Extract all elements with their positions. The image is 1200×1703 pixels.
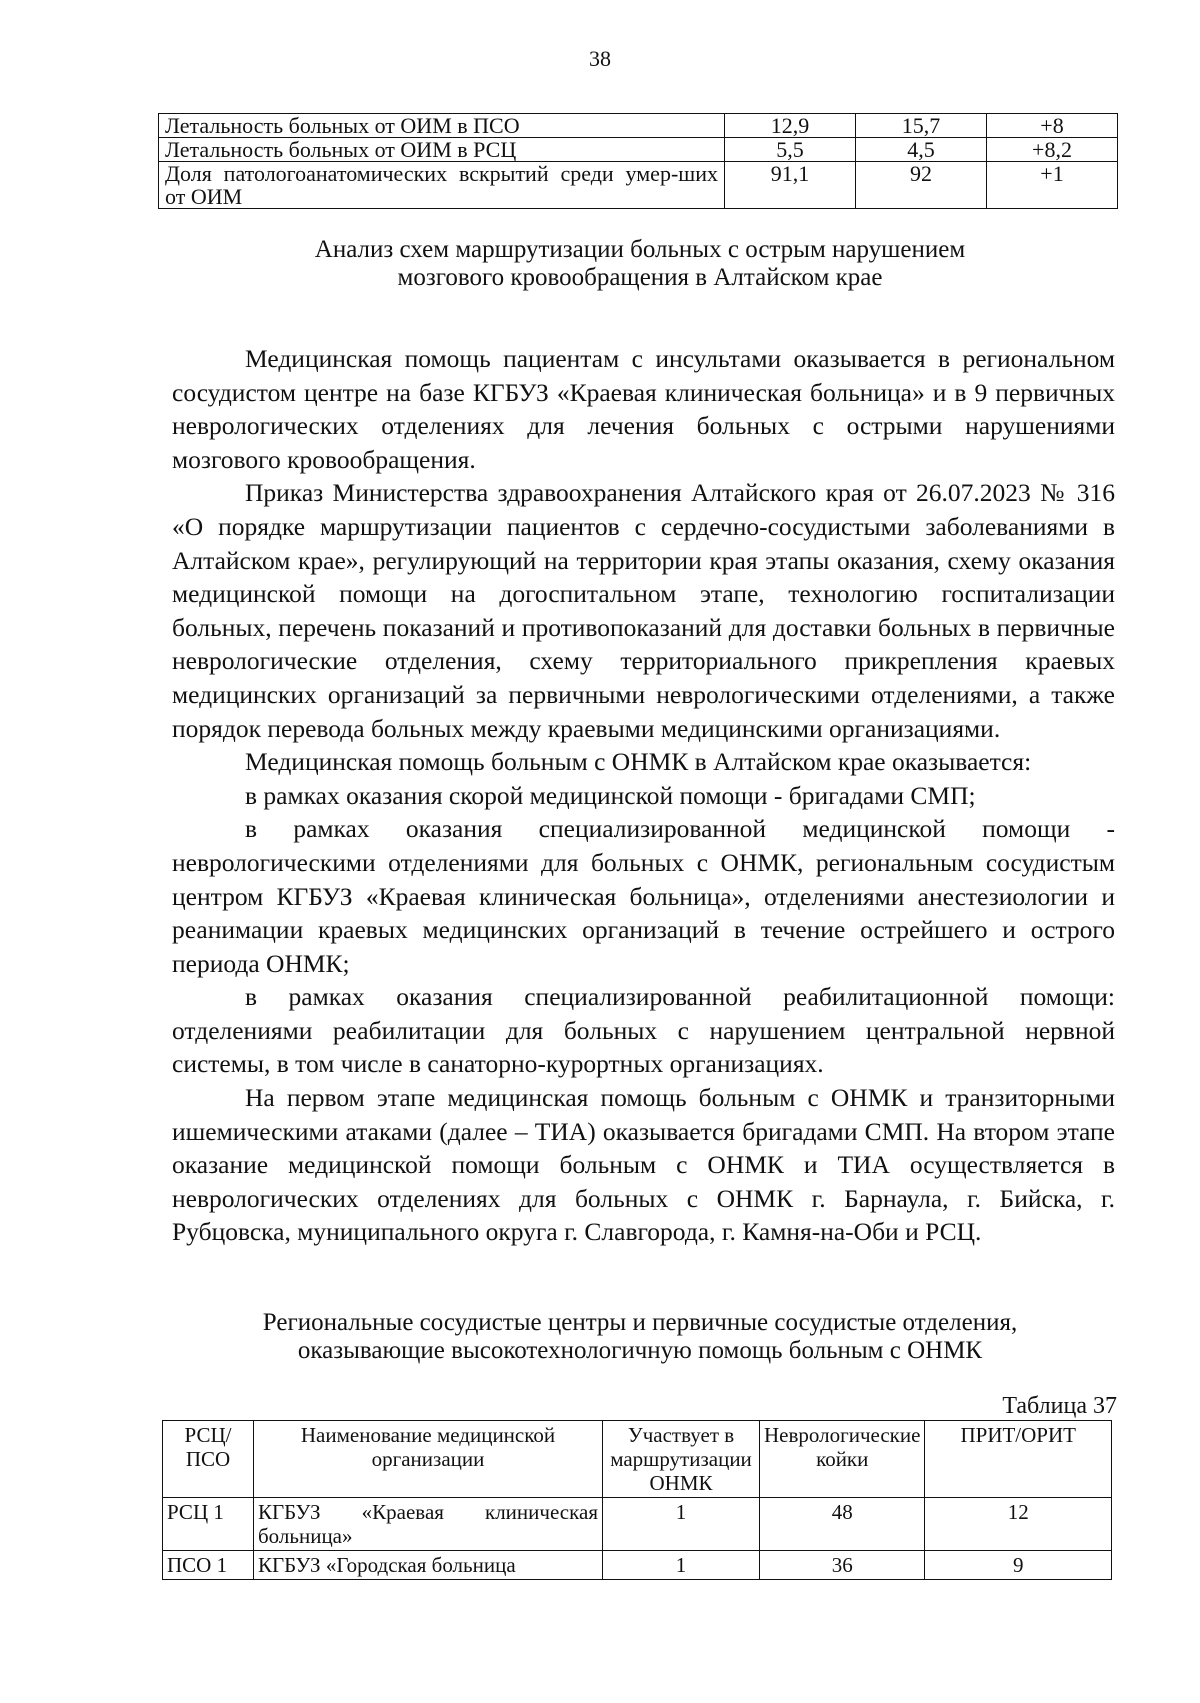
cell-name-text: КГБУЗ «Краевая клиническая больница» (258, 1500, 598, 1548)
row-label: Доля патологоанатомических вскрытий среди умер-ших от ОИМ (159, 162, 725, 209)
cell-beds: 36 (760, 1551, 925, 1580)
cell-name (254, 1498, 603, 1551)
column-header: Участвует в маршрутизации ОНМК (603, 1421, 760, 1498)
paragraph: Медицинская помощь больным с ОНМК в Алтайском крае оказывается: (245, 747, 1032, 777)
value-2: 15,7 (856, 114, 987, 138)
table-header-row (163, 1421, 1112, 1498)
table-row (159, 138, 1118, 162)
table-row (163, 1551, 1112, 1580)
heading-line: оказывающие высокотехнологичную помощь больным с ОНМК (297, 1337, 983, 1364)
cell-beds: 48 (760, 1498, 925, 1551)
table-row (163, 1498, 1112, 1551)
body-text (172, 342, 1115, 1249)
heading-line: Анализ схем маршрутизации больных с острым нарушением (314, 236, 966, 263)
section-heading (160, 1309, 1120, 1365)
vascular-centers-table (162, 1420, 1112, 1580)
value-1: 91,1 (725, 162, 856, 209)
cell-code: ПСО 1 (163, 1551, 254, 1580)
value-1: 5,5 (725, 138, 856, 162)
heading-line: Региональные сосудистые центры и первичные сосудистые отделения, (262, 1309, 1018, 1336)
cell-name (254, 1551, 603, 1580)
value-3: +1 (987, 162, 1118, 209)
stemi-mortality-table (158, 113, 1118, 209)
row-label: Летальность больных от ОИМ в РСЦ (159, 138, 725, 162)
page-number: 38 (589, 46, 611, 71)
column-header: Наименование медицинской организации (254, 1421, 603, 1498)
cell-route: 1 (603, 1551, 760, 1580)
value-2: 92 (856, 162, 987, 209)
table-row (159, 114, 1118, 138)
value-3: +8 (987, 114, 1118, 138)
heading-line: мозгового кровообращения в Алтайском крае (397, 264, 883, 291)
cell-icu: 12 (925, 1498, 1112, 1551)
section-heading (160, 236, 1120, 292)
paragraph: в рамках оказания скорой медицинской помощи - бригадами СМП; (245, 780, 976, 810)
row-label: Летальность больных от ОИМ в ПСО (159, 114, 725, 138)
cell-name-text: КГБУЗ «Городская больница (258, 1553, 516, 1577)
paragraph: в рамках оказания специализированной реабилитационной помощи: отделениями реабилитации для больных с нарушением центральной нервной системы, в том числе в санаторно-курортных организациях. (172, 982, 1115, 1079)
value-3: +8,2 (987, 138, 1118, 162)
cell-route: 1 (603, 1498, 760, 1551)
value-2: 4,5 (856, 138, 987, 162)
column-header: ПРИТ/ОРИТ (925, 1421, 1112, 1498)
paragraph: Медицинская помощь пациентам с инсультами оказывается в региональном сосудистом центре на базе КГБУЗ «Краевая клиническая больница» и в 9 первичных неврологических отделениях для лечения больных с острыми нарушениями мозгового кровообращения. (172, 344, 1115, 474)
cell-icu: 9 (925, 1551, 1112, 1580)
table-caption: Таблица 37 (1002, 1393, 1117, 1419)
paragraph: в рамках оказания специализированной медицинской помощи - неврологическими отделениями для больных с ОНМК, региональным сосудистым центром КГБУЗ «Краевая клиническая больница», отделениями анестезиологии и реанимации краевых медицинских организаций в течение острейшего и острого периода ОНМК; (172, 814, 1115, 978)
column-header: Неврологические койки (760, 1421, 925, 1498)
value-1: 12,9 (725, 114, 856, 138)
paragraph: На первом этапе медицинская помощь больным с ОНМК и транзиторными ишемическими атаками (далее – ТИА) оказывается бригадами СМП. На втором этапе оказание медицинской помощи больным с ОНМК и ТИА осуществляется в неврологических отделениях для больных с ОНМК г. Барнаула, г. Бийска, г. Рубцовска, муниципального округа г. Славгорода, г. Камня-на-Оби и РСЦ. (172, 1083, 1115, 1247)
paragraph: Приказ Министерства здравоохранения Алтайского края от 26.07.2023 № 316 «О порядке маршрутизации пациентов с сердечно-сосудистыми заболеваниями в Алтайском крае», регулирующий на территории края этапы оказания, схему оказания медицинской помощи на догоспитальном этапе, технологию госпитализации больных, перечень показаний и противопоказаний для доставки больных в первичные неврологические отделения, схему территориального прикрепления краевых медицинских организаций за первичными неврологическими отделениями, а также порядок перевода больных между краевыми медицинскими организациями. (172, 478, 1115, 743)
cell-code: РСЦ 1 (163, 1498, 254, 1551)
column-header: РСЦ/ ПСО (163, 1421, 254, 1498)
table-row (159, 162, 1118, 209)
